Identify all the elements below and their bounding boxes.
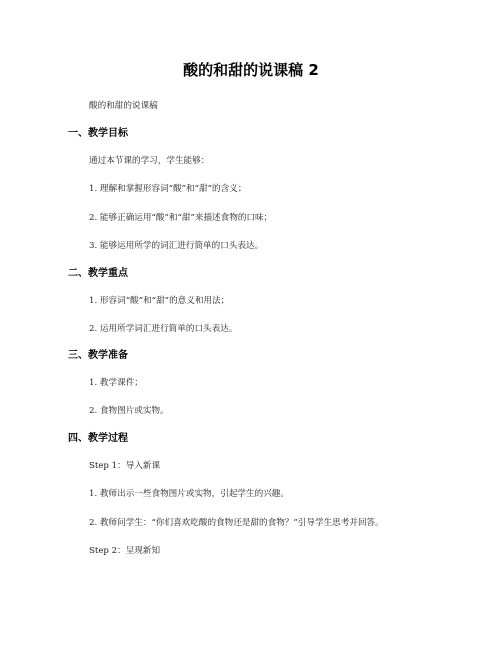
paragraph-line: Step 2：呈现新知 (89, 546, 161, 556)
section-heading-preparation: 三、教学准备 (68, 350, 128, 361)
document-title: 酸的和甜的说课稿 2 (183, 61, 319, 79)
paragraph-line: 2. 运用所学词汇进行简单的口头表达。 (89, 324, 238, 334)
paragraph-line: 通过本节课的学习，学生能够： (89, 156, 210, 166)
paragraph-line: 3. 能够运用所学的词汇进行简单的口头表达。 (89, 241, 264, 251)
section-heading-process: 四、教学过程 (68, 433, 128, 444)
document-subtitle: 酸的和甜的说课稿 (89, 101, 158, 111)
paragraph-line: 1. 教师出示一些食物图片或实物，引起学生的兴趣。 (89, 489, 289, 499)
paragraph-line: 1. 理解和掌握形容词“酸”和“甜”的含义； (89, 184, 247, 194)
paragraph-line: 1. 形容词“酸”和“甜”的意义和用法； (89, 296, 230, 306)
paragraph-line: 1. 教学课件； (89, 378, 143, 388)
paragraph-line: 2. 能够正确运用“酸”和“甜”来描述食物的口味； (89, 213, 273, 223)
section-heading-objectives: 一、教学目标 (68, 128, 128, 139)
section-heading-key-points: 二、教学重点 (68, 268, 128, 279)
paragraph-line: 2. 教师问学生：“你们喜欢吃酸的食物还是甜的食物？”引导学生思考并回答。 (89, 518, 384, 528)
paragraph-line: Step 1：导入新课 (89, 461, 161, 471)
paragraph-line: 2. 食物图片或实物。 (89, 406, 169, 416)
